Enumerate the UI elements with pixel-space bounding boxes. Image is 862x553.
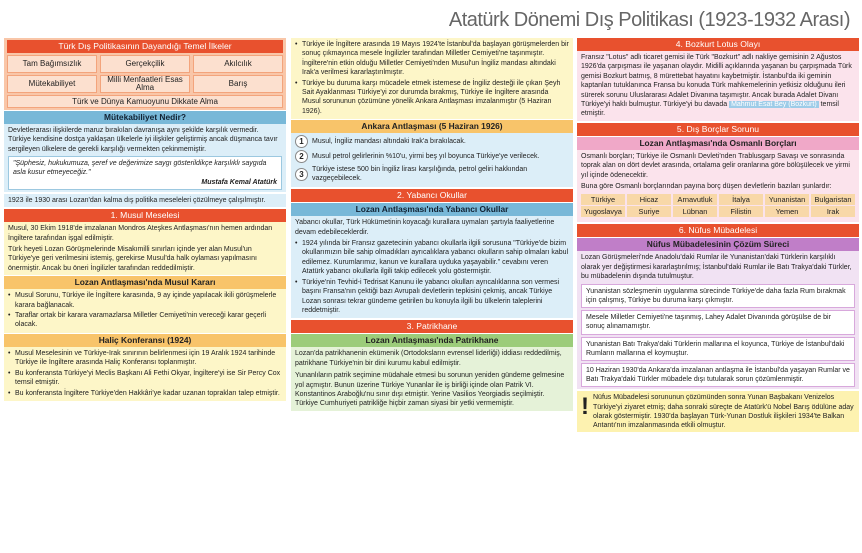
- country-grid: [581, 194, 855, 217]
- bozkurt-text-b: temsil etmiştir.: [581, 101, 839, 118]
- country-cell: Arnavutluk: [673, 194, 717, 205]
- musul-paragraph-1: Musul, 30 Ekim 1918'de imzalanan Mondros Ateşkes Antlaşması'nın hemen ardından İngiltere tarafından işgal edilmiştir.: [8, 225, 273, 242]
- country-cell: Yunanistan: [765, 194, 809, 205]
- okul-header: 2. Yabancı Okullar: [291, 189, 573, 202]
- list-item: • Türkiye ile İngiltere arasında 19 Mayıs 1924'te İstanbul'da başlayan görüşmelerden bir sonuç çıkmayınca mesele İngilizler tarafından Milletler Cemiyeti'ne taşınmıştır. İngiltere'nin etkin olduğu Milletler Cemiyeti'nden Musul'un İngiliz mandası altındaki Irak'a verilmesi kararlaştırılmıştır.: [295, 40, 569, 78]
- warning-text: Nüfus Mübadelesi sorununun çözümünden sonra Yunan Başbakanı Venizelos Türkiye'yi ziyaret etmiş; daha sonraki süreçte de Atatürk'ü Nobel Barış ödülüne aday olarak göstermiştir. 1930'da başlayan Türk-Yunan Dostluk ilişkileri 1934'te Balkan Antantı'nın imzalanmasında etkili olmuştur.: [593, 394, 854, 429]
- nufus-box: 10 Haziran 1930'da Ankara'da imzalanan antlaşma ile İstanbul'da yaşayan Rumlar ve Batı Trakya'daki Türkler mübadele dışı tutularak sorun çözümlenmiştir.: [581, 363, 855, 387]
- list-item: • 1924 yılında bir Fransız gazetecinin yabancı okullarla ilgili sorusuna "Türkiye'de bizim okullarımızın bile sahip olmadıkları ayrıcalıklara yabancı okulların sahip olmaları kabul edilemez. Kurumlarımız, kanun ve kurallara uyduka yaşayabilir." cevabını veren Atatürk yabancı okullarla ilgili takip edilecek yolu göstermiştir.: [295, 239, 569, 277]
- column-middle: [291, 38, 573, 551]
- exclamation-icon: !: [581, 393, 589, 421]
- patrik-text-1: Lozan'da patrikhanenin ekümenik (Ortodoksların evrensel liderliği) iddiası reddedilmiş, patrikhane Türkiye'nin bir dini kurumu kabul edilmiştir.: [295, 350, 562, 367]
- principles-box: [4, 38, 286, 110]
- nufus-box: Yunanistan sözleşmenin uygulanma sürecinde Türkiye'de daha fazla Rum bırakmak için çalışmış, Türkiye bu duruma karşı çıkmıştır.: [581, 284, 855, 308]
- list-item-text: Musul petrol gelirlerinin %10'u, yirmi beş yıl boyunca Türkiye'ye verilecek.: [312, 153, 540, 161]
- ankara-header: Ankara Antlaşması (5 Haziran 1926): [291, 120, 573, 133]
- country-cell: Filistin: [719, 206, 763, 217]
- principles-row-1: [7, 55, 283, 73]
- country-cell: Suriye: [627, 206, 671, 217]
- nufus-box: Mesele Milletler Cemiyeti'ne taşınmış, Lahey Adalet Divanında görüşülse de bir sonuç alınamamıştır.: [581, 310, 855, 334]
- list-item-text: Musul, İngiliz mandası altındaki Irak'a bırakılacak.: [312, 138, 466, 146]
- number-badge: 1: [295, 135, 308, 148]
- principle-chip: Mütekabiliyet: [7, 75, 97, 93]
- quote-author: Mustafa Kemal Atatürk: [201, 178, 277, 186]
- principle-chip: Tam Bağımsızlık: [7, 55, 97, 73]
- nufus-subheader: Nüfus Mübadelesinin Çözüm Süreci: [577, 238, 859, 251]
- principle-chip: Milli Menfaatleri Esas Alma: [100, 75, 190, 93]
- bozkurt-header: 4. Bozkurt Lotus Olayı: [577, 38, 859, 51]
- okul-text: Yabancı okullar, Türk Hükümetinin koyacağı kurallara uymaları şartıyla faaliyetlerine devam edebileceklerdir.: [295, 219, 555, 236]
- principles-header: Türk Dış Politikasının Dayandığı Temel İlkeler: [7, 40, 283, 53]
- patrik-text-2: Yunanlıların patrik seçimine müdahale etmesi bu sorunun yeniden gündeme gelmesine yol açmıştır. Bunun üzerine Türkiye Yunanlar ile iş birliği içinde olan Patrik VI. Konstantinos Araboğlu'nu sınır dışı etmiştir. Yerine Vasilios Yeorgiadis seçilmiştir. Türkiye Cumhuriyeti patrikliğe hiçbir zaman siyasi bir yetki vermemiştir.: [295, 372, 565, 408]
- country-cell: Türkiye: [581, 194, 625, 205]
- halic-header: Haliç Konferansı (1924): [4, 334, 286, 347]
- list-item: • Türkiye bu duruma karşı mücadele etmek istemese de İngiliz desteği ile çıkan Şeyh Sait Ayaklanması Türkiye'yi zor durumda bırakmış, Türkiye ile İngiltere arasında Musul sorununun çözümüne yönelik Ankara Antlaşması imzalanmıştır (5 Haziran 1926).: [295, 79, 569, 117]
- musul-karar-header: Lozan Antlaşması'nda Musul Kararı: [4, 276, 286, 289]
- page-title: Atatürk Dönemi Dış Politikası (1923-1932 Arası): [448, 9, 850, 31]
- okul-body: [291, 216, 573, 318]
- principle-chip: Gerçekçilik: [100, 55, 190, 73]
- country-cell: İtalya: [719, 194, 763, 205]
- patrik-body: [291, 347, 573, 410]
- nufus-header: 6. Nüfus Mübadelesi: [577, 224, 859, 237]
- musul-header: 1. Musul Meselesi: [4, 209, 286, 222]
- list-item: • Türkiye'nin Tevhid-i Tedrisat Kanunu ile yabancı okulları ayrıcalıklarına son vermesi başını Fransa'nın çektiği bazı Avrupalı devletlerin tepkisini çekmiş, ancak Türkiye Lozan sonrası tekrar gündeme getirilen bu konuyla ilgili bu ülkelerin taleplerini reddetmiştir.: [295, 278, 569, 316]
- patrik-header: 3. Patrikhane: [291, 320, 573, 333]
- principle-chip: Akılcılık: [193, 55, 283, 73]
- okul-subheader: Lozan Antlaşması'nda Yabancı Okullar: [291, 203, 573, 216]
- lawyer-name: Mahmut Esat Bey (Bozkurt): [731, 101, 817, 109]
- borclar-body: [577, 150, 859, 223]
- list-item: [295, 165, 569, 183]
- country-cell: Bulgaristan: [811, 194, 855, 205]
- country-cell: Lübnan: [673, 206, 717, 217]
- borclar-text-2: Buna göre Osmanlı borçlarından payına borç düşen devletlerin bazıları şunlardır:: [581, 183, 832, 191]
- mutekabiliyet-header: Mütekabiliyet Nedir?: [4, 111, 286, 124]
- bozkurt-body: [577, 51, 859, 121]
- list-item: [295, 150, 569, 163]
- ataturk-quote: [8, 156, 282, 190]
- patrik-subheader: Lozan Antlaşması'nda Patrikhane: [291, 334, 573, 347]
- nufus-box: Yunanistan Batı Trakya'daki Türklerin mallarına el koyunca, Türkiye de İstanbul'daki Rumların mallarına el koymuştur.: [581, 337, 855, 361]
- column-right: [577, 38, 859, 551]
- column-left: [4, 38, 286, 551]
- list-item: • Musul Meselesinin ve Türkiye-Irak sınırının belirlenmesi için 19 Aralık 1924 tarihinde Türkiye ile İngiltere arasında Haliç Konferansı toplanmıştır.: [8, 349, 282, 368]
- list-item: [295, 135, 569, 148]
- principles-row-2: [7, 75, 283, 93]
- musul-body: [4, 222, 286, 275]
- halic-body: [4, 347, 286, 401]
- lozan-note: 1923 ile 1930 arası Lozan'dan kalma dış politika meseleleri çözülmeye çalışılmıştır.: [4, 194, 286, 207]
- mutekabiliyet-text: Devletlerarası ilişkilerde maruz bırakılan davranışa aynı şekilde karşılık vermedir. Türkiye kendisine dostça yaklaşan ülkelerle iyi ilişkiler geliştirmiş ancak düşmanca tavır sergileyen ülkelere de gerekli karşılığı vermekten çekinmemiştir.: [8, 127, 278, 153]
- quote-text: "Şüphesiz, hukukumuza, şeref ve değerimize saygı gösterildikçe karşılıklı saygıda asla kusur etmeyeceğiz.": [13, 160, 267, 177]
- borclar-subheader: Lozan Antlaşması'nda Osmanlı Borçları: [577, 137, 859, 150]
- country-cell: Yugoslavya: [581, 206, 625, 217]
- borclar-header: 5. Dış Borçlar Sorunu: [577, 123, 859, 136]
- list-item: • Bu konferansta Türkiye'yi Meclis Başkanı Ali Fethi Okyar, İngiltere'yi ise Sir Percy Cox temsil etmiştir.: [8, 369, 282, 388]
- country-cell: Hicaz: [627, 194, 671, 205]
- musul-karar-body: [4, 289, 286, 333]
- borclar-text-1: Osmanlı borçları; Türkiye ile Osmanlı Devleti'nden Trablusgarp Savaşı ve sonrasında toprak alan on dört devlet arasında, ortalama gelir oranlarına göre bölüşülecek ve yirmi yıl içinde ödenecektir.: [581, 152, 850, 179]
- list-item: • Musul Sorunu, Türkiye ile İngiltere karasında, 9 ay içinde yapılacak ikili görüşmelerle karara bağlanacak.: [8, 291, 282, 310]
- ankara-list: [291, 133, 573, 187]
- warning-note: [577, 391, 859, 432]
- nufus-text: Lozan Görüşmeleri'nde Anadolu'daki Rumlar ile Yunanistan'daki Türklerin karşılıklı olarak yer değiştirmesi kararlaştırılmış; İstanbul'daki Rumlar ile Batı Trakya'daki Türkler, bu mübadelenin dışında tutulmuştur.: [581, 254, 852, 281]
- musul-continued: [291, 38, 573, 119]
- principle-chip: Barış: [193, 75, 283, 93]
- bozkurt-text-a: Fransız "Lotus" adlı ticaret gemisi ile Türk "Bozkurt" adlı nakliye gemisinin 2 Ağustos 1926'da çarpışması ile yaşanan olaydır. Midilli açıklarında yaşanan bu çarpışmada Türk gemisi Bozkurt batmış, 8 mürettebat hayatını kaybetmiştir. İstanbul'da iki geminin kaptanları tutuklanınca Fransa bu konuda Türk mahkemelerinin yetkisiz olduğunu ileri sürerek sorunu Uluslararası Adalet Divanına taşımıştır. Ancak burada Adalet Divanı Türkiye'yi haklı bulmuştur. Türkiye'yi bu davada: [581, 54, 852, 109]
- mutekabiliyet-body: [4, 124, 286, 192]
- principle-wide: Türk ve Dünya Kamuoyunu Dikkate Alma: [7, 95, 283, 108]
- musul-paragraph-2: Türk heyeti Lozan Görüşmelerinde Misakımilli sınırları içinde yer alan Musul'un Türkiye'ye geri verilmesini istemiş, gerekirse Musul'da halk oylaması yapılmasını önermiştir. Ancak bu öneri İngilizler tarafından reddedilmiştir.: [8, 246, 257, 272]
- country-cell: Yemen: [765, 206, 809, 217]
- nufus-body: [577, 251, 859, 389]
- country-cell: Irak: [811, 206, 855, 217]
- list-item: • Taraflar ortak bir karara varamazlarsa Milletler Cemiyeti'nin vereceği karar geçerli olacak.: [8, 311, 282, 330]
- list-item-text: Türkiye istese 500 bin İngiliz lirası karşılığında, petrol geliri hakkından vazgeçebilecek.: [312, 166, 528, 183]
- number-badge: 3: [295, 168, 308, 181]
- list-item: • Bu konferansta İngiltere Türkiye'den Hakkâri'ye kadar uzanan toprakları talep etmiştir.: [8, 389, 282, 398]
- number-badge: 2: [295, 150, 308, 163]
